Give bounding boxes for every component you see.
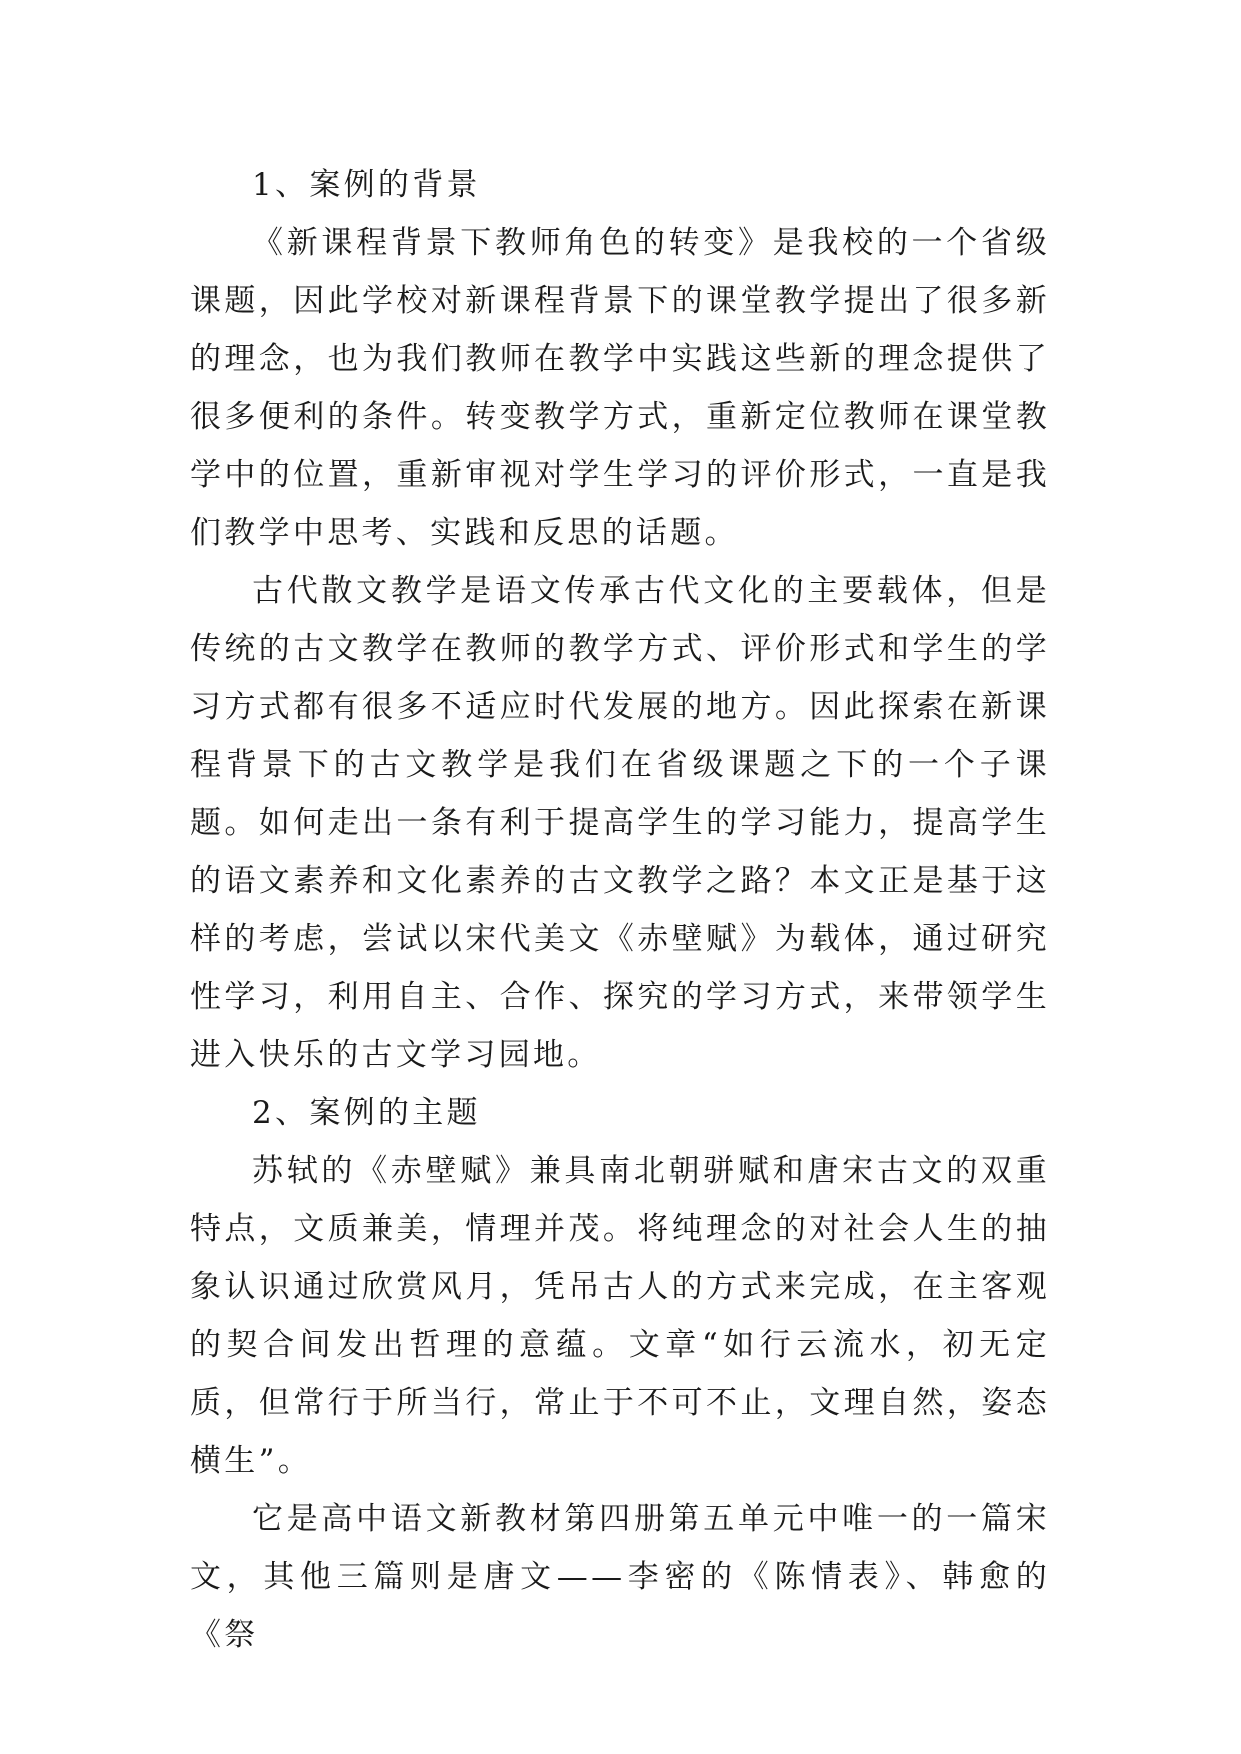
- section-heading-theme: 2、案例的主题: [252, 1095, 481, 1131]
- paragraph-ancient-prose-teaching: 古代散文教学是语文传承古代文化的主要载体，但是传统的古文教学在教师的教学方式、评价形式和学生的学习方式都有很多不适应时代发展的地方。因此探索在新课程背景下的古文教学是我们在省级课题之下的一个子课题。如何走出一条有利于提高学生的学习能力，提高学生的语文素养和文化素养的古文教学之路？本文正是基于这样的考虑，尝试以宋代美文《赤壁赋》为载体，通过研究性学习，利用自主、合作、探究的学习方式，来带领学生进入快乐的古文学习园地。: [190, 573, 1050, 1073]
- paragraph-textbook-context: 它是高中语文新教材第四册第五单元中唯一的一篇宋文，其他三篇则是唐文——李密的《陈情表》、韩愈的《祭: [190, 1501, 1050, 1653]
- section-heading-background: 1、案例的背景: [252, 167, 481, 203]
- paragraph-chibi-fu-features: 苏轼的《赤壁赋》兼具南北朝骈赋和唐宋古文的双重特点，文质兼美，情理并茂。将纯理念的对社会人生的抽象认识通过欣赏风月，凭吊古人的方式来完成，在主客观的契合间发出哲理的意蕴。文章“如行云流水，初无定质，但常行于所当行，常止于不可不止，文理自然，姿态横生”。: [190, 1153, 1050, 1479]
- paragraph-project-intro: 《新课程背景下教师角色的转变》是我校的一个省级课题，因此学校对新课程背景下的课堂教学提出了很多新的理念，也为我们教师在教学中实践这些新的理念提供了很多便利的条件。转变教学方式，重新定位教师在课堂教学中的位置，重新审视对学生学习的评价形式，一直是我们教学中思考、实践和反思的话题。: [190, 225, 1050, 551]
- document-body: [190, 156, 1050, 1664]
